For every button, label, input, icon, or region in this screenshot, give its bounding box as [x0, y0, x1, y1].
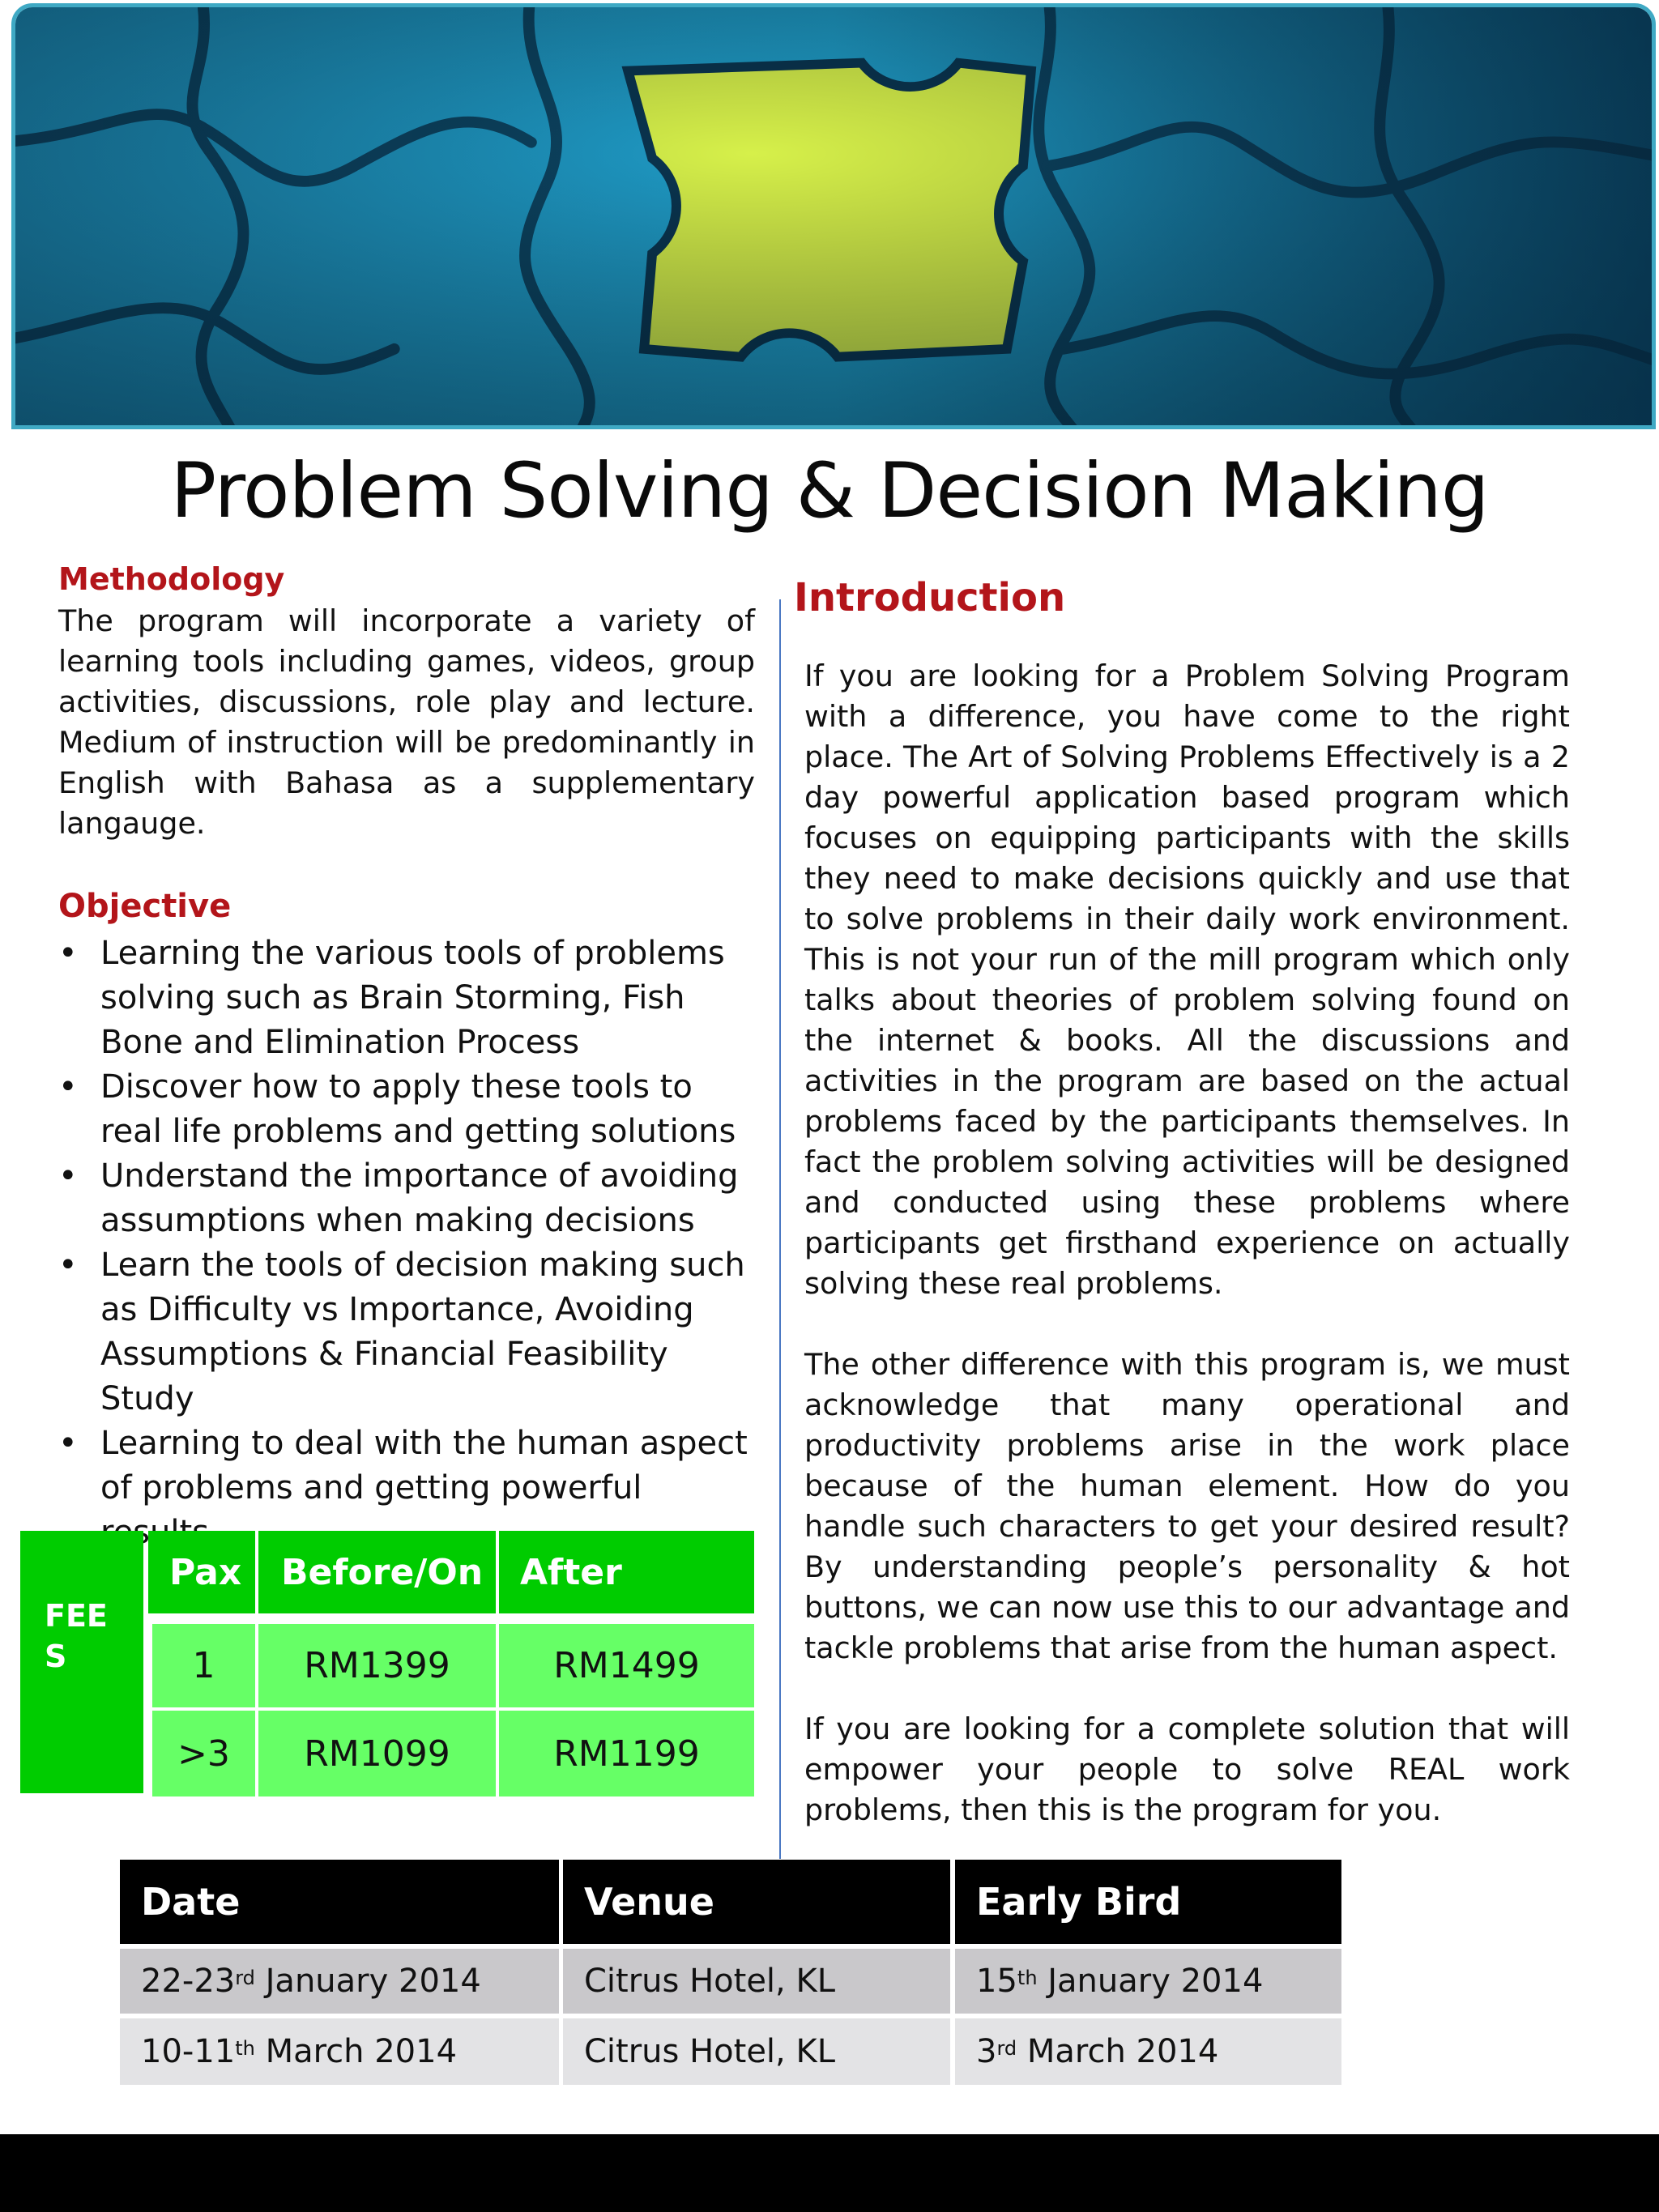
schedule-header-venue: Venue [563, 1860, 950, 1944]
column-divider [779, 599, 781, 1859]
introduction-paragraph: If you are looking for a Problem Solving Program with a difference, you have come to the right place. The Art of Solving Problems Effectively is a 2 day powerful application based program which focuses on equipping participants with the skills they need to make decisions quickly and use that to solve problems in their daily work environment. This is not your run of the mill program which only talks about theories of problem solving found on the internet & books. All the discussions and activities in the program are based on the actual problems faced by the participants themselves. In fact the problem solving activities will be designed and conducted using these problems where participants get firsthand experience on actually solving these real problems. [804, 658, 1570, 1301]
objective-item: • Learning to deal with the human aspect of problems and getting powerful [58, 1421, 755, 1555]
banner-image [11, 3, 1656, 429]
fees-cell: RM1199 [499, 1711, 754, 1796]
objective-item: • Learn the tools of decision making such as Difficulty vs Importance, Avoiding Assumptions & Financial Feasibility Study [58, 1243, 755, 1421]
fees-cell: 1 [152, 1624, 255, 1707]
schedule-venue: Citrus Hotel, KL [563, 1949, 950, 2014]
schedule-header-date: Date [120, 1860, 559, 1944]
fees-cell: RM1099 [258, 1711, 496, 1796]
schedule-early-bird: 15 $^{th}$ January 2014 [955, 1949, 1341, 2014]
schedule-venue: Citrus Hotel, KL [563, 2018, 950, 2085]
bullet-icon: • [58, 1157, 78, 1195]
schedule-early-bird: 3 $^{rd}$ March 2014 [955, 2018, 1341, 2085]
footer-bar [0, 2134, 1659, 2212]
fees-label: FEE S [20, 1531, 143, 1793]
schedule-date: 22-23 $^{rd}$ January 2014 [120, 1949, 559, 2014]
bullet-icon: • [58, 935, 78, 972]
bullet-icon: • [58, 1068, 78, 1106]
objective-heading: Objective [58, 888, 232, 925]
objective-item: • Discover how to apply these tools to real life problems and getting solutions [58, 1065, 755, 1154]
fees-header-before: Before/On [258, 1531, 496, 1613]
introduction-heading: Introduction [794, 575, 1066, 620]
methodology-text: The program will incorporate a variety of learning tools including games, videos, group activities, discussions, role play and lecture. Medium of instruction will be predominantly in English with Bahasa as a supplementary langauge. [58, 603, 755, 841]
fees-cell: >3 [152, 1711, 255, 1796]
introduction-body [804, 656, 1570, 1871]
objective-list [58, 931, 755, 1555]
objective-item: • Learning the various tools of problems solving such as Brain Storming, Fish Bone and Elimination Process [58, 931, 755, 1065]
objective-item: • Understand the importance of avoiding assumptions when making decisions [58, 1154, 755, 1243]
fees-cell: RM1399 [258, 1624, 496, 1707]
methodology-heading: Methodology [58, 561, 285, 597]
schedule-date: 10-11 $^{th}$ March 2014 [120, 2018, 559, 2085]
introduction-paragraph: If you are looking for a complete solution that will empower your people to solve REAL work problems, then this is the program for you. [804, 1711, 1570, 1827]
bullet-icon: • [58, 1247, 78, 1284]
fees-header-pax: Pax [148, 1531, 255, 1613]
page-title: Problem Solving & Decision Making [170, 447, 1489, 535]
introduction-paragraph: The other difference with this program is, we must acknowledge that many operational and productivity problems arise in the work place because of the human element. How do you handle such characters to get your desired result? By understanding people’s personality & hot buttons, we can now use this to our advantage and tackle problems that arise from the human aspect. [804, 1347, 1570, 1665]
fees-header-after: After [499, 1531, 754, 1613]
schedule-header-early-bird: Early Bird [955, 1860, 1341, 1944]
puzzle-illustration [15, 7, 1652, 425]
bullet-icon: • [58, 1425, 78, 1462]
fees-cell: RM1499 [499, 1624, 754, 1707]
